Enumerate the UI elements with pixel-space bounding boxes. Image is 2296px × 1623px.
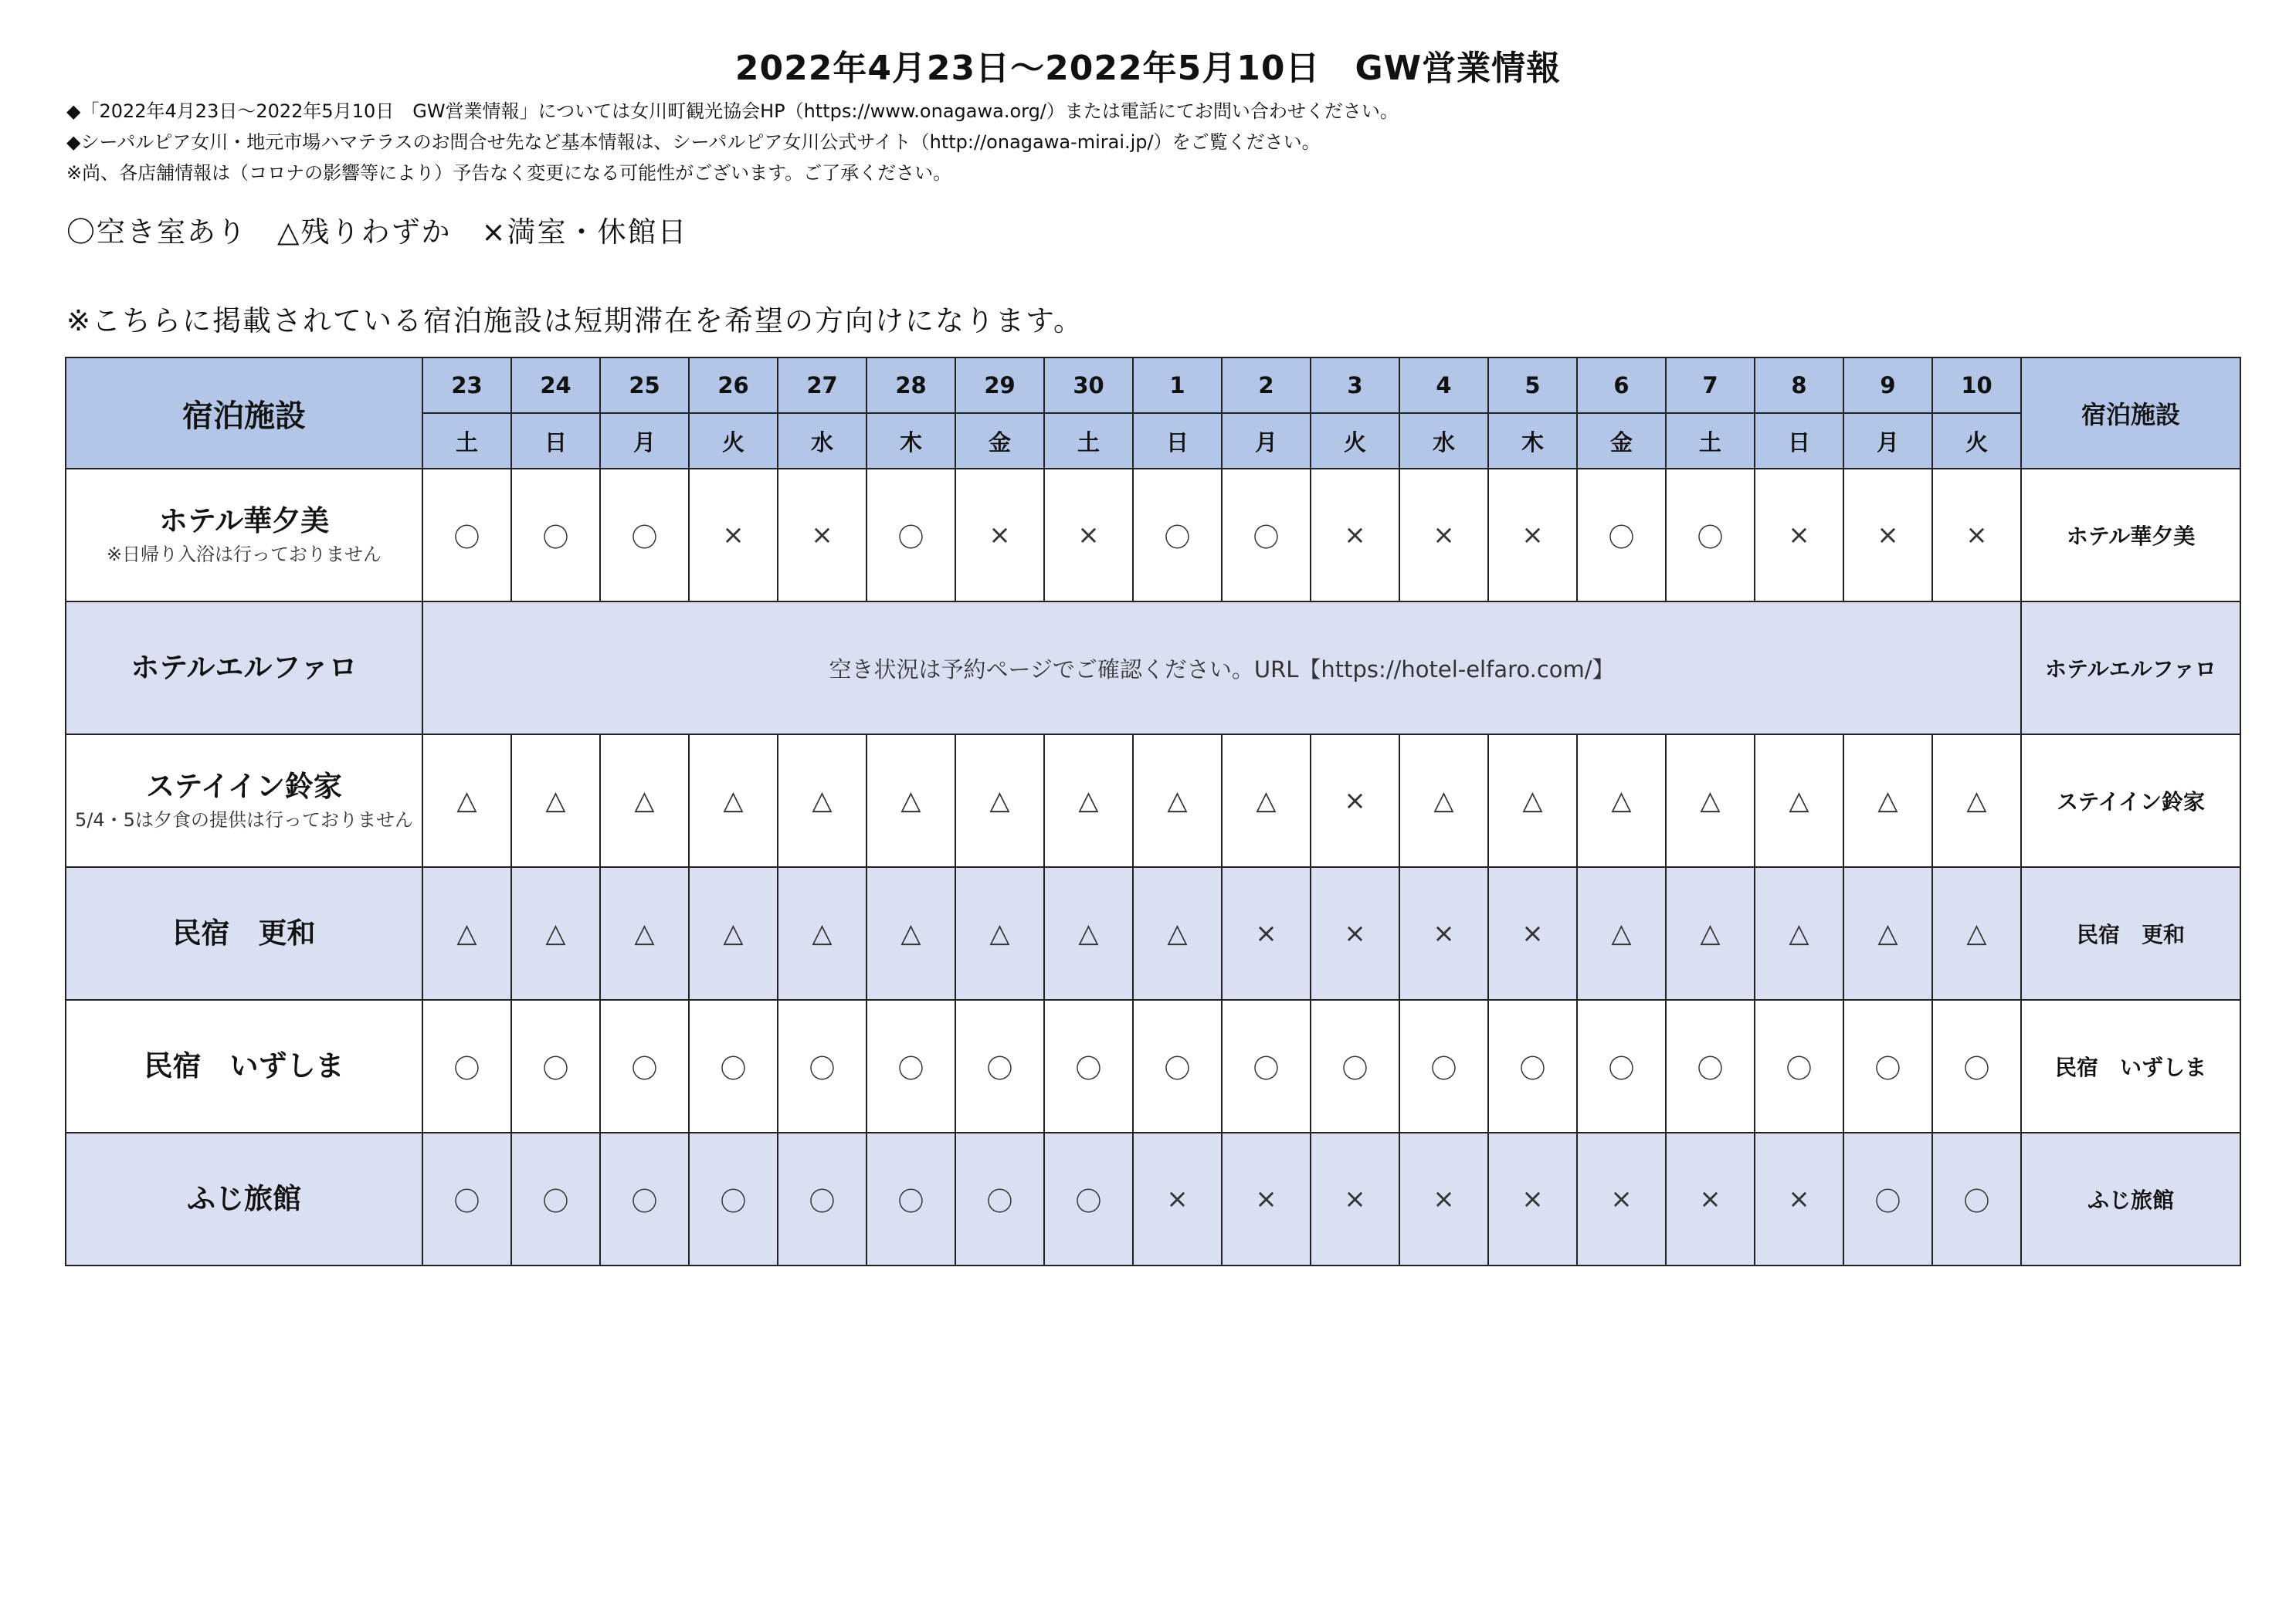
availability-message: 空き状況は予約ページでご確認ください。URL【https://hotel-elfaro.com/】	[422, 601, 2021, 734]
availability-cell: 〇	[1222, 469, 1311, 601]
header-day: 7	[1666, 357, 1755, 413]
facility-name-cell	[66, 734, 422, 867]
availability-cell: ×	[1577, 1133, 1666, 1266]
header-weekday: 月	[1843, 413, 1932, 469]
availability-cell: △	[1133, 867, 1222, 1000]
availability-cell: △	[689, 867, 778, 1000]
availability-cell: ×	[1222, 867, 1311, 1000]
header-day: 26	[689, 357, 778, 413]
header-day: 2	[1222, 357, 1311, 413]
availability-cell: ×	[1932, 469, 2021, 601]
availability-cell: 〇	[1488, 1000, 1577, 1133]
availability-cell: △	[1399, 734, 1488, 867]
header-day: 23	[422, 357, 511, 413]
header-weekday: 月	[600, 413, 689, 469]
availability-cell: ×	[1399, 1133, 1488, 1266]
availability-cell: △	[1488, 734, 1577, 867]
availability-cell: 〇	[511, 1133, 600, 1266]
availability-cell: △	[1843, 867, 1932, 1000]
header-day: 27	[778, 357, 867, 413]
availability-cell: △	[1843, 734, 1932, 867]
availability-cell: △	[778, 867, 867, 1000]
availability-cell: 〇	[1666, 469, 1755, 601]
availability-cell: 〇	[1932, 1000, 2021, 1133]
facility-name-cell	[66, 1000, 422, 1133]
availability-cell: ×	[1399, 469, 1488, 601]
availability-cell: 〇	[1222, 1000, 1311, 1133]
availability-cell: △	[689, 734, 778, 867]
availability-cell: 〇	[1666, 1000, 1755, 1133]
availability-cell: △	[1755, 867, 1843, 1000]
availability-cell: 〇	[778, 1000, 867, 1133]
header-weekday: 木	[1488, 413, 1577, 469]
availability-cell: 〇	[422, 469, 511, 601]
note-line: ◆シーパルピア女川・地元市場ハマテラスのお問合せ先など基本情報は、シーパルピア女川公式サイト（http://onagawa-mirai.jp/）をご覧ください。	[66, 131, 1321, 153]
availability-cell: ×	[1311, 469, 1399, 601]
availability-cell: △	[1222, 734, 1311, 867]
facility-row	[66, 734, 2240, 867]
note-line: ◆「2022年4月23日～2022年5月10日 GW営業情報」については女川町観光協会HP（https://www.onagawa.org/）または電話にてお問い合わせください。	[66, 100, 1399, 122]
availability-cell: 〇	[1577, 469, 1666, 601]
availability-cell: △	[1577, 867, 1666, 1000]
header-day: 3	[1311, 357, 1399, 413]
header-day: 24	[511, 357, 600, 413]
facility-name-right: ふじ旅館	[2021, 1133, 2240, 1266]
facility-name-right: ホテルエルファロ	[2021, 601, 2240, 734]
availability-cell: ×	[1488, 1133, 1577, 1266]
availability-cell: 〇	[1044, 1133, 1133, 1266]
availability-cell: 〇	[422, 1133, 511, 1266]
availability-cell: △	[1044, 867, 1133, 1000]
availability-cell: 〇	[1932, 1133, 2021, 1266]
facility-name: ホテル華夕美	[158, 504, 330, 537]
facility-row	[66, 867, 2240, 1000]
facility-name: ホテルエルファロ	[131, 651, 358, 684]
availability-cell: 〇	[867, 1133, 955, 1266]
facility-name: ステイイン鈴家	[146, 770, 342, 803]
availability-cell: △	[1932, 734, 2021, 867]
availability-cell: ×	[689, 469, 778, 601]
facility-note: 5/4・5は夕食の提供は行っておりません	[75, 809, 413, 831]
header-day: 4	[1399, 357, 1488, 413]
header-weekday: 水	[1399, 413, 1488, 469]
availability-cell: 〇	[1133, 469, 1222, 601]
availability-cell: △	[867, 734, 955, 867]
note-line: ※尚、各店舗情報は（コロナの影響等により）予告なく変更になる可能性がございます。ご了承ください。	[66, 162, 952, 184]
facility-name-cell	[66, 601, 422, 734]
header-facility-left: 宿泊施設	[66, 357, 422, 469]
availability-cell: △	[1666, 734, 1755, 867]
header-day: 9	[1843, 357, 1932, 413]
header-weekday: 日	[1755, 413, 1843, 469]
availability-cell: 〇	[1843, 1133, 1932, 1266]
header-day: 28	[867, 357, 955, 413]
header-weekday: 火	[1932, 413, 2021, 469]
header-row-days	[66, 357, 2240, 413]
header-weekday: 水	[778, 413, 867, 469]
availability-cell: △	[867, 867, 955, 1000]
short-stay-note: ※こちらに掲載されている宿泊施設は短期滞在を希望の方向けになります。	[66, 304, 1084, 337]
availability-cell: ×	[1311, 867, 1399, 1000]
header-weekday: 火	[689, 413, 778, 469]
availability-cell: △	[600, 867, 689, 1000]
header-weekday: 土	[1666, 413, 1755, 469]
availability-cell: △	[1755, 734, 1843, 867]
header-day: 10	[1932, 357, 2021, 413]
availability-cell: ×	[1222, 1133, 1311, 1266]
availability-cell: △	[511, 867, 600, 1000]
header-day: 8	[1755, 357, 1843, 413]
header-day: 30	[1044, 357, 1133, 413]
availability-cell: 〇	[1755, 1000, 1843, 1133]
availability-cell: △	[778, 734, 867, 867]
availability-cell: ×	[1666, 1133, 1755, 1266]
availability-cell: ×	[778, 469, 867, 601]
header-weekday: 月	[1222, 413, 1311, 469]
header-facility-right: 宿泊施設	[2021, 357, 2240, 469]
availability-cell: 〇	[600, 1000, 689, 1133]
availability-cell: ×	[955, 469, 1044, 601]
facility-name-cell	[66, 469, 422, 601]
facility-name: ふじ旅館	[187, 1182, 301, 1215]
availability-cell: ×	[1311, 734, 1399, 867]
availability-cell: ×	[1488, 867, 1577, 1000]
availability-cell: △	[1044, 734, 1133, 867]
availability-cell: ×	[1399, 867, 1488, 1000]
header-day: 1	[1133, 357, 1222, 413]
facility-note: ※日帰り入浴は行っておりません	[106, 544, 382, 565]
facility-name-right: 民宿 更和	[2021, 867, 2240, 1000]
header-day: 5	[1488, 357, 1577, 413]
availability-cell: ×	[1488, 469, 1577, 601]
availability-cell: 〇	[1399, 1000, 1488, 1133]
availability-cell: 〇	[778, 1133, 867, 1266]
facility-row	[66, 1133, 2240, 1266]
facility-name-right: ステイイン鈴家	[2021, 734, 2240, 867]
facility-name-right: ホテル華夕美	[2021, 469, 2240, 601]
availability-cell: △	[600, 734, 689, 867]
availability-cell: 〇	[689, 1133, 778, 1266]
header-weekday: 日	[511, 413, 600, 469]
facility-name-right: 民宿 いずしま	[2021, 1000, 2240, 1133]
availability-cell: ×	[1755, 1133, 1843, 1266]
header-day: 25	[600, 357, 689, 413]
header-weekday: 土	[422, 413, 511, 469]
availability-cell: 〇	[1843, 1000, 1932, 1133]
availability-cell: △	[511, 734, 600, 867]
header-day: 6	[1577, 357, 1666, 413]
availability-cell: △	[422, 734, 511, 867]
availability-cell: 〇	[1577, 1000, 1666, 1133]
availability-cell: 〇	[955, 1000, 1044, 1133]
header-weekday: 金	[1577, 413, 1666, 469]
availability-cell: 〇	[600, 1133, 689, 1266]
facility-name: 民宿 更和	[172, 917, 316, 950]
availability-cell: ×	[1311, 1133, 1399, 1266]
header-day: 29	[955, 357, 1044, 413]
notes-block	[66, 96, 1399, 188]
availability-cell: ×	[1133, 1133, 1222, 1266]
availability-cell: 〇	[422, 1000, 511, 1133]
availability-cell: △	[1133, 734, 1222, 867]
availability-cell: 〇	[1044, 1000, 1133, 1133]
availability-cell: 〇	[511, 1000, 600, 1133]
availability-cell: △	[1577, 734, 1666, 867]
facility-row	[66, 469, 2240, 601]
legend: 〇空き室あり △残りわずか ×満室・休館日	[66, 215, 688, 249]
availability-cell: 〇	[689, 1000, 778, 1133]
page-title: 2022年4月23日～2022年5月10日 GW営業情報	[734, 49, 1562, 88]
availability-cell: ×	[1843, 469, 1932, 601]
facility-name-cell	[66, 867, 422, 1000]
availability-cell: ×	[1755, 469, 1843, 601]
availability-cell: 〇	[600, 469, 689, 601]
availability-cell: △	[955, 734, 1044, 867]
availability-cell: ×	[1044, 469, 1133, 601]
header-weekday: 土	[1044, 413, 1133, 469]
availability-cell: △	[955, 867, 1044, 1000]
facility-name: 民宿 いずしま	[144, 1049, 344, 1083]
availability-table	[65, 357, 2241, 1266]
availability-cell: 〇	[867, 1000, 955, 1133]
facility-name-cell	[66, 1133, 422, 1266]
availability-cell: 〇	[955, 1133, 1044, 1266]
availability-cell: △	[422, 867, 511, 1000]
availability-cell: 〇	[511, 469, 600, 601]
facility-row	[66, 601, 2240, 734]
facility-row	[66, 1000, 2240, 1133]
availability-cell: △	[1932, 867, 2021, 1000]
availability-cell: 〇	[1133, 1000, 1222, 1133]
header-weekday: 金	[955, 413, 1044, 469]
header-weekday: 火	[1311, 413, 1399, 469]
header-weekday: 木	[867, 413, 955, 469]
availability-cell: 〇	[867, 469, 955, 601]
availability-cell: 〇	[1311, 1000, 1399, 1133]
header-weekday: 日	[1133, 413, 1222, 469]
availability-cell: △	[1666, 867, 1755, 1000]
